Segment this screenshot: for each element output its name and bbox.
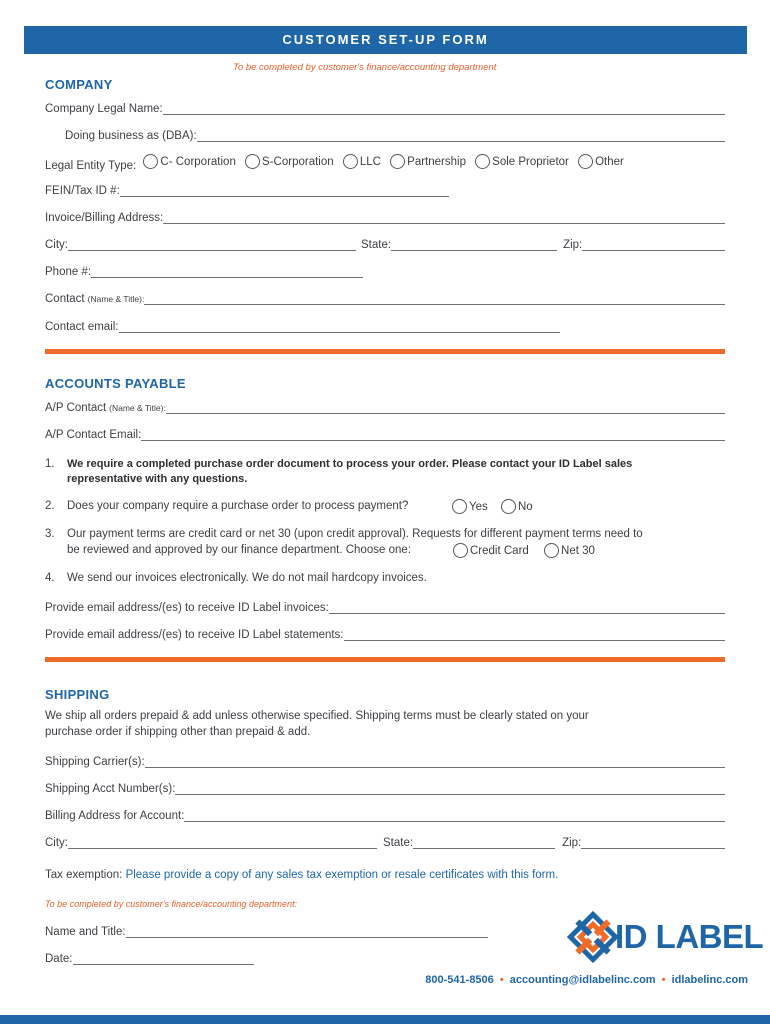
payment-option-net-30[interactable]: Net 30 <box>532 543 595 558</box>
date-field[interactable] <box>73 952 255 965</box>
company-legal-name-row <box>45 99 725 115</box>
date-row <box>45 949 254 965</box>
carrier-row <box>45 752 725 768</box>
radio-circle[interactable] <box>501 499 516 514</box>
statement-emails-field[interactable] <box>344 628 726 641</box>
company-city-state-zip-row <box>45 235 725 251</box>
billing-address-row <box>45 208 725 224</box>
footer-phone: 800-541-8506 <box>425 974 494 986</box>
shipping-state-label: State: <box>383 837 414 849</box>
invoice-emails-row <box>45 598 725 614</box>
bottom-bar <box>0 1015 770 1024</box>
po-required-no[interactable]: No <box>491 499 533 514</box>
form-title: CUSTOMER SET-UP FORM <box>24 26 747 54</box>
dba-row <box>65 126 725 142</box>
shipping-acct-label: Shipping Acct Number(s): <box>45 783 176 795</box>
billing-address-field[interactable] <box>163 211 725 224</box>
ap-item-3-line1: Our payment terms are credit card or net 30 (upon credit approval). Requests for different payment terms need to <box>67 528 643 540</box>
footer-separator: • <box>661 974 666 986</box>
zip-field[interactable] <box>582 238 725 251</box>
state-label: State: <box>361 239 392 251</box>
contact-email-label: Contact email: <box>45 321 119 333</box>
ap-contact-field[interactable] <box>166 401 725 414</box>
radio-circle[interactable] <box>453 543 468 558</box>
contact-hint: (Name & Title): <box>87 294 145 304</box>
entity-option-partnership[interactable]: Partnership <box>384 154 466 169</box>
accounts-payable-heading: ACCOUNTS PAYABLE <box>45 376 186 391</box>
dba-field[interactable] <box>197 129 725 142</box>
shipping-city-label: City: <box>45 837 68 849</box>
contact-label: Contact <box>45 293 85 305</box>
po-required-options <box>446 499 533 517</box>
contact-email-field[interactable] <box>119 320 560 333</box>
ap-item-4-text: We send our invoices electronically. We do not mail hardcopy invoices. <box>67 572 427 584</box>
billing-address-label: Invoice/Billing Address: <box>45 212 164 224</box>
entity-option-sole-proprietor[interactable]: Sole Proprietor <box>469 154 569 169</box>
shipping-acct-field[interactable] <box>175 782 725 795</box>
phone-field[interactable] <box>91 265 363 278</box>
invoice-emails-field[interactable] <box>329 601 725 614</box>
radio-circle[interactable] <box>343 154 358 169</box>
carrier-label: Shipping Carrier(s): <box>45 756 145 768</box>
invoice-emails-label: Provide email address/(es) to receive ID Label invoices: <box>45 602 329 614</box>
entity-option-s-corp[interactable]: S-Corporation <box>239 154 334 169</box>
ap-contact-row <box>45 398 725 414</box>
zip-label: Zip: <box>563 239 583 251</box>
footer-email[interactable]: accounting@idlabelinc.com <box>509 974 656 986</box>
shipping-billing-field[interactable] <box>184 809 725 822</box>
ap-item-2-number: 2. <box>45 500 55 512</box>
shipping-billing-row <box>45 806 725 822</box>
date-label: Date: <box>45 953 73 965</box>
payment-option-credit-card[interactable]: Credit Card <box>447 543 529 558</box>
carrier-field[interactable] <box>145 755 725 768</box>
ap-item-1-line1: We require a completed purchase order document to process your order. Please contact your ID Label sales <box>67 458 633 470</box>
entity-option-llc[interactable]: LLC <box>337 154 381 169</box>
ap-item-3-line2: be reviewed and approved by our finance department. Choose one: <box>67 544 411 556</box>
shipping-billing-label: Billing Address for Account: <box>45 810 185 822</box>
radio-circle[interactable] <box>475 154 490 169</box>
ap-email-row <box>45 425 725 441</box>
signoff-note: To be completed by customer's finance/accounting department: <box>45 899 298 909</box>
shipping-zip-label: Zip: <box>562 837 582 849</box>
ap-contact-label: A/P Contact <box>45 402 107 414</box>
statement-emails-row <box>45 625 725 641</box>
company-legal-name-field[interactable] <box>163 102 725 115</box>
city-field[interactable] <box>68 238 356 251</box>
radio-circle[interactable] <box>245 154 260 169</box>
ap-item-1-number: 1. <box>45 458 55 470</box>
name-title-field[interactable] <box>126 925 488 938</box>
payment-terms-options <box>447 543 595 561</box>
shipping-heading: SHIPPING <box>45 687 110 702</box>
tax-exemption-text: Please provide a copy of any sales tax exemption or resale certificates with this form. <box>125 869 559 881</box>
ap-item-1-line2: representative with any questions. <box>67 473 248 485</box>
shipping-city-field[interactable] <box>68 836 377 849</box>
city-label: City: <box>45 239 68 251</box>
tax-exemption-row <box>45 869 558 881</box>
radio-circle[interactable] <box>143 154 158 169</box>
contact-email-row <box>45 317 560 333</box>
radio-circle[interactable] <box>544 543 559 558</box>
id-label-logo-text: ID LABEL <box>615 918 764 955</box>
state-field[interactable] <box>391 238 557 251</box>
company-heading: COMPANY <box>45 77 113 92</box>
tax-exemption-label: Tax exemption: <box>45 869 123 881</box>
ap-item-2-question: Does your company require a purchase order to process payment? <box>67 500 409 512</box>
contact-row <box>45 289 725 305</box>
name-title-label: Name and Title: <box>45 926 126 938</box>
footer-contact <box>425 974 748 986</box>
phone-row <box>45 262 363 278</box>
contact-field[interactable] <box>144 292 725 305</box>
fein-field[interactable] <box>120 184 449 197</box>
radio-circle[interactable] <box>390 154 405 169</box>
shipping-city-state-zip-row <box>45 833 725 849</box>
ap-email-field[interactable] <box>141 428 725 441</box>
id-label-logo-icon <box>567 911 619 963</box>
section-divider <box>45 657 725 662</box>
company-legal-name-label: Company Legal Name: <box>45 103 163 115</box>
statement-emails-label: Provide email address/(es) to receive ID Label statements: <box>45 629 344 641</box>
legal-entity-label: Legal Entity Type: <box>45 160 137 172</box>
phone-label: Phone #: <box>45 266 92 278</box>
footer-website[interactable]: idlabelinc.com <box>671 974 748 986</box>
shipping-intro-line1: We ship all orders prepaid & add unless otherwise specified. Shipping terms must be clearly stated on your <box>45 710 589 722</box>
dba-label: Doing business as (DBA): <box>65 130 197 142</box>
fein-row <box>45 181 449 197</box>
name-title-row <box>45 922 488 938</box>
ap-item-4-number: 4. <box>45 572 55 584</box>
po-required-yes[interactable]: Yes <box>446 499 488 514</box>
radio-circle[interactable] <box>578 154 593 169</box>
legal-entity-row <box>45 154 624 172</box>
finance-note: To be completed by customer's finance/accounting department <box>233 62 497 73</box>
shipping-acct-row <box>45 779 725 795</box>
footer-separator: • <box>499 974 504 986</box>
ap-email-label: A/P Contact Email: <box>45 429 142 441</box>
entity-option-c-corp[interactable]: C- Corporation <box>139 154 235 169</box>
ap-item-3-number: 3. <box>45 528 55 540</box>
shipping-state-field[interactable] <box>413 836 555 849</box>
shipping-zip-field[interactable] <box>581 836 725 849</box>
fein-label: FEIN/Tax ID #: <box>45 185 120 197</box>
section-divider <box>45 349 725 354</box>
entity-option-other[interactable]: Other <box>572 154 624 169</box>
radio-circle[interactable] <box>452 499 467 514</box>
ap-contact-hint: (Name & Title): <box>109 403 166 413</box>
shipping-intro-line2: purchase order if shipping other than prepaid & add. <box>45 726 311 738</box>
